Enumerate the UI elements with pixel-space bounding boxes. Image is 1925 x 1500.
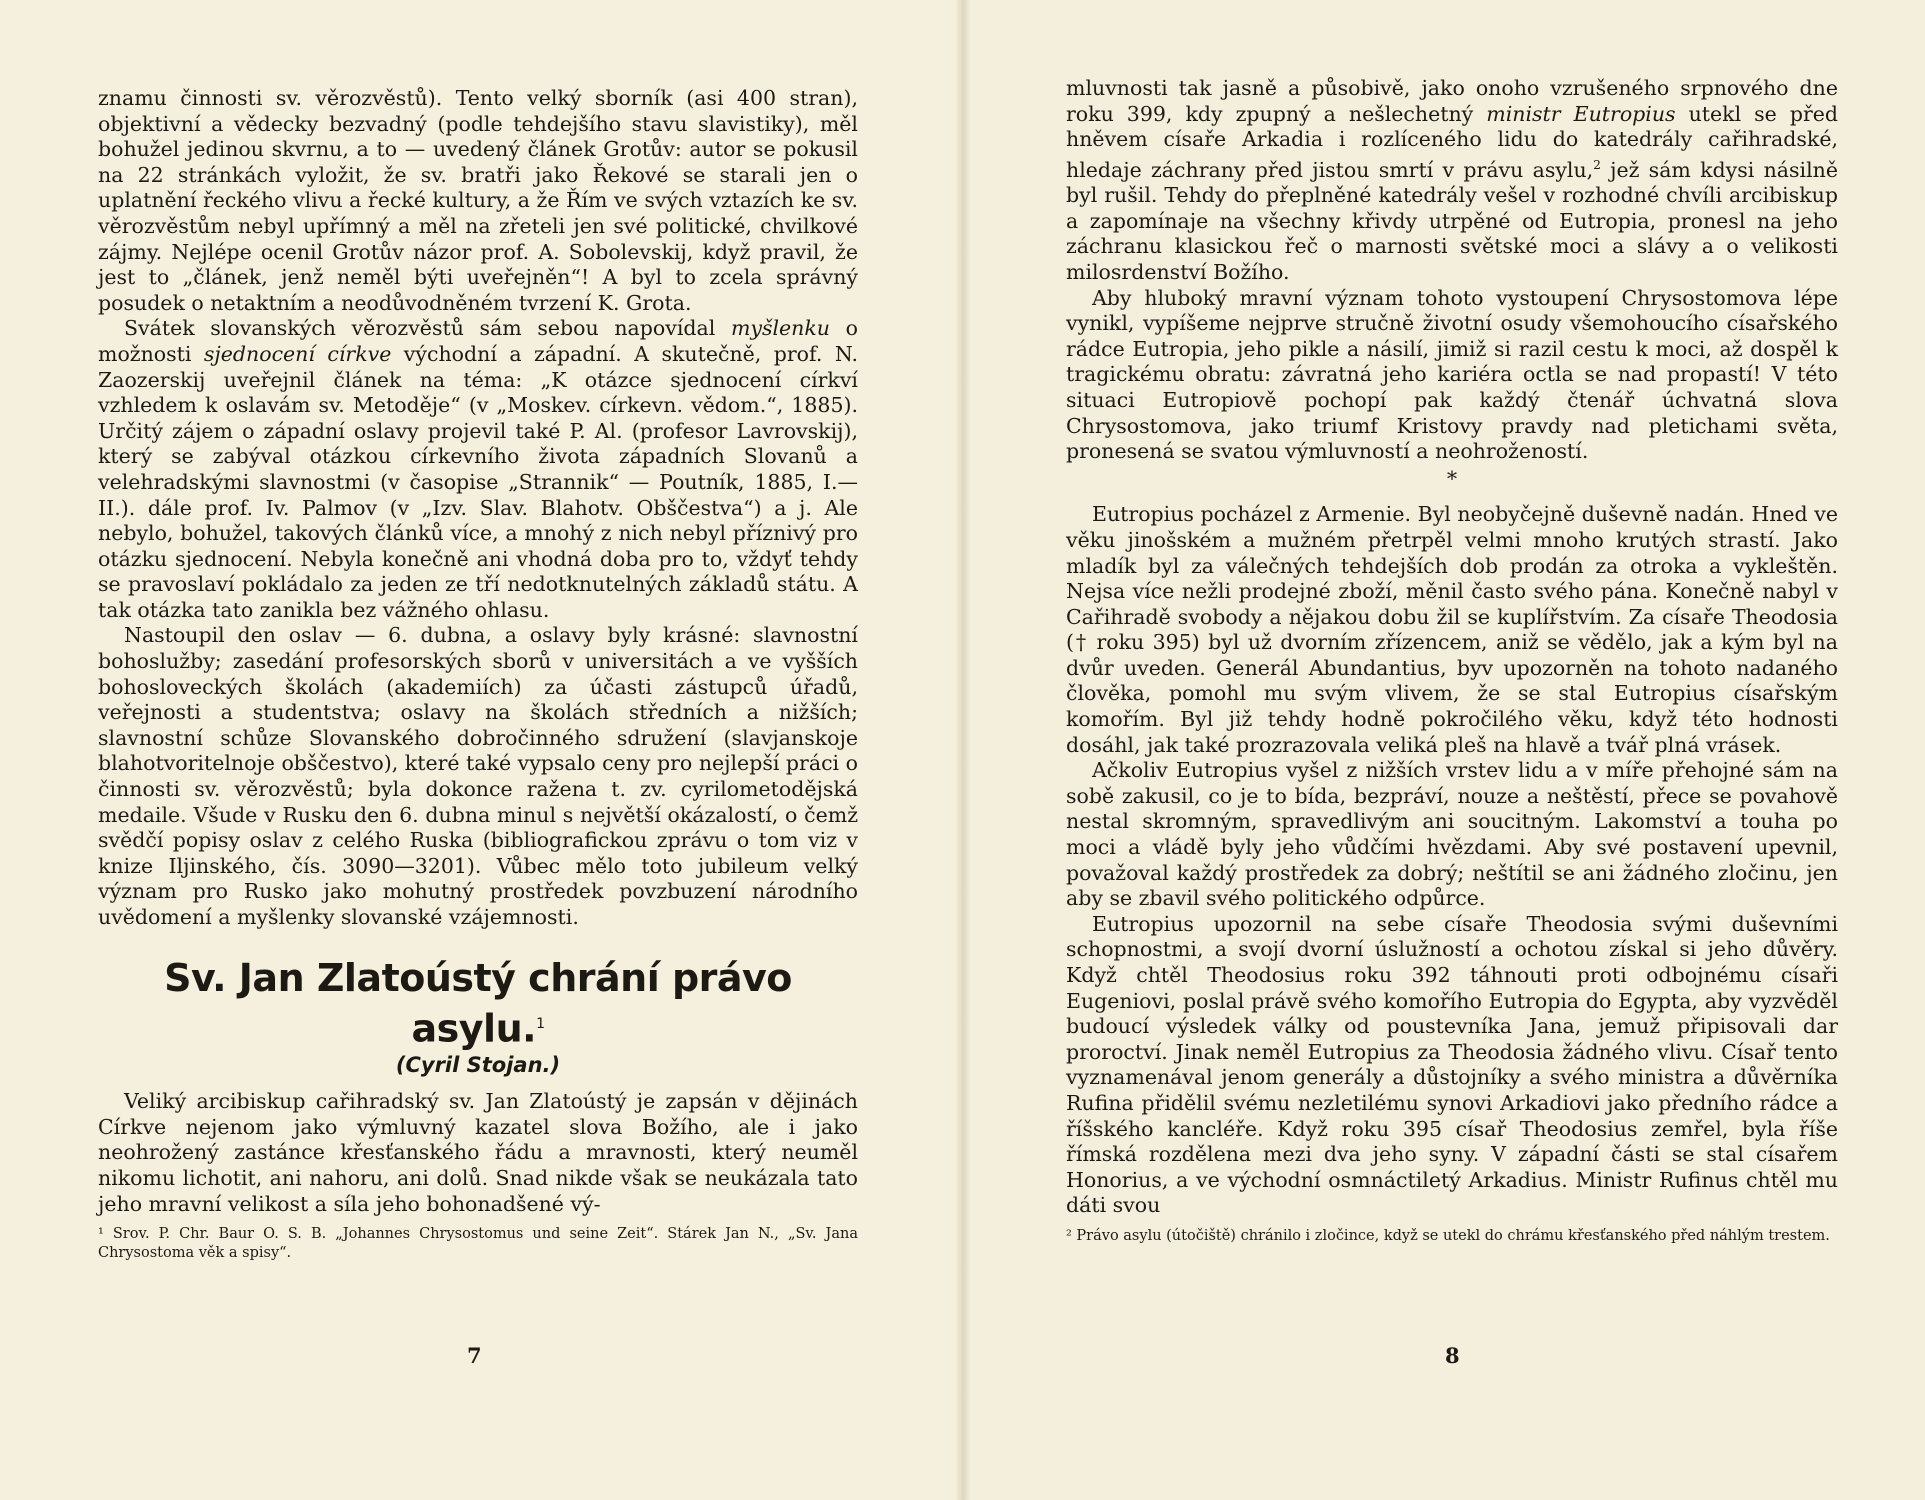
left-paragraph-4: Veliký arcibiskup cařihradský sv. Jan Zlatoústý je zapsán v dějinách Církve nejenom jako výmluvný kazatel slova Božího, ale i jako neohrožený zastánce křesťanského řádu a mravnosti, který neuměl nikomu lichotit, ani nahoru, ani dolů. Snad nikde však se neukázala tato jeho mravní velikost a síla jeho bohonadšené vý- xyxy=(98,1089,858,1216)
page-number-left: 7 xyxy=(467,1343,482,1368)
section-separator: * xyxy=(1446,466,1458,491)
article-heading xyxy=(98,955,858,1052)
italic-run: myšlenku xyxy=(730,316,830,341)
right-paragraph-2: Aby hluboký mravní význam tohoto vystoupení Chrysostomova lépe vynikl, vypíšeme nejprve stručně životní osudy všemohoucího císařského rádce Eutropia, jeho pikle a násilí, jimiž si razil cestu k moci, až dospěl k tragickému obratu: závratná jeho kariéra octla se nad propastí! V této situaci Eutropiově pochopí pak každý čtenář úchvatná slova Chrysostomova, jako triumf Kristovy pravdy nad pletichami světa, pronesená se svatou výmluvností a neohrožeností. xyxy=(1066,285,1838,464)
right-text-column xyxy=(1066,76,1838,1246)
left-paragraph-2 xyxy=(98,316,858,623)
page-number-right: 8 xyxy=(1445,1343,1460,1368)
italic-run: ministr Eutropius xyxy=(1486,101,1676,126)
book-gutter xyxy=(955,0,971,1500)
text-run: Svátek slovanských věrozvěstů sám sebou napovídal xyxy=(124,316,731,341)
italic-run: sjednocení církve xyxy=(203,341,392,366)
text-run: utekl se před hněvem císaře Arkadia i rozlíceného lidu do katedrály cařihradské, hledaje záchrany před jistou smrtí v právu asylu, xyxy=(1066,101,1838,182)
right-footnote xyxy=(1066,1227,1838,1246)
left-paragraph-1: znamu činnosti sv. věrozvěstů). Tento velký sborník (asi 400 stran), objektivní a vědecky bezvadný (podle tehdejšího stavu slavistiky), měl bohužel jedinou skvrnu, a to — uvedený článek Grotův: autor se pokusil na 22 stránkách vyložit, že sv. bratři jako Řekové se starali jen o uplatnění řeckého vlivu a řecké kultury, a že Řím ve svých vztazích ke sv. věrozvěstům nebyl upřímný a měl na zřeteli jen své politické, chvilkové zájmy. Nejlépe ocenil Grotův názor prof. A. Sobolevskij, když pravil, že jest to „článek, jenž neměl býti uveřejněn“! A byl to zcela správný posudek o netaktním a neodůvodněném tvrzení K. Grota. xyxy=(98,86,858,315)
right-paragraph-1 xyxy=(1066,76,1838,286)
text-run: jež sám kdysi násilně byl rušil. Tehdy do přeplněné katedrály vešel v rozhodné chvíli arcibiskup a zapomínaje na všechny křivdy utrpěné od Eutropia, pronesl na jeho záchranu klasickou řeč o marnosti světské moci a slávy a o velikosti milosrdenství Božího. xyxy=(1066,157,1838,284)
footnote-ref-1: 1 xyxy=(536,1015,545,1032)
right-paragraph-4: Ačkoliv Eutropius vyšel z nižších vrstev lidu a v míře přehojné sám na sobě zakusil, co je to bída, bezpráví, nouze a neštěstí, přece se povahově nestal skromným, spravedlivým ani soucitným. Lakomství a touha po moci a vládě byly jeho vůdčími hvězdami. Aby své postavení upevnil, považoval každý prostředek za dobrý; neštítil se ani žádného zločinu, jen aby se zbavil svého politického odpůrce. xyxy=(1066,758,1838,911)
left-footnote xyxy=(98,1225,858,1263)
left-text-column xyxy=(98,86,858,1263)
footnote-2: ² Právo asylu (útočiště) chránilo i zločince, když se utekl do chrámu křesťanského před náhlým trestem. xyxy=(1066,1227,1830,1244)
text-run: východní a západní. A skutečně, prof. N. Zaozerskij uveřejnil článek na téma: „K otázce sjednocení církví vzhledem k oslavám sv. Metoděje“ (v „Moskev. církevn. vědom.“, 1885). Určitý zájem o západní oslavy projevil také P. Al. (profesor Lavrovskij), který se zabýval otázkou církevního života západních Slovanů a velehradskými slavnostmi (v časopise „Strannik“ — Poutník, 1885, I.—II.). dále prof. Iv. Palmov (v „Izv. Slav. Blahotv. Obščestva“) a j. Ale nebylo, bohužel, takových článků více, a mnohý z nich nebyl příznivý pro otázku sjednocení. Nebyla konečně ani vhodná doba pro to, vždyť tehdy se pravoslaví pokládalo za jeden ze tří nedotknutelných základů státu. A tak otázka tato zanikla bez vážného ohlasu. xyxy=(98,341,858,622)
left-paragraph-3: Nastoupil den oslav — 6. dubna, a oslavy byly krásné: slavnostní bohoslužby; zasedání profesorských sborů v universitách a ve vyšších bohosloveckých školách (akademiích) za účasti zástupců úřadů, veřejnosti a studentstva; oslavy na školách středních a nižších; slavnostní schůze Slovanského dobročinného sdružení (slavjanskoje blahotvoritelnoje obščestvo), které také vypsalo ceny pro nejlepší práci o činnosti sv. věrozvěstů; byla dokonce ražena t. zv. cyrilometodějská medaile. Všude v Rusku den 6. dubna minul s největší okázalostí, o čemž svědčí popisy oslav z celého Ruska (bibliografickou zprávu o tom viz v knize Iljinského, čís. 3090—3201). Vůbec mělo toto jubileum velký význam pro Rusko jako mohutný prostředek povzbuzení národního uvědomení a myšlenky slovanské vzájemnosti. xyxy=(98,623,858,929)
heading-text: Sv. Jan Zlatoústý chrání právo asylu. xyxy=(164,955,792,1051)
article-author: (Cyril Stojan.) xyxy=(395,1053,561,1078)
text-run: mluvnosti tak jasně a působivě, jako onoho vzrušeného srpnového dne roku 399, kdy zpupný a nešlechetný xyxy=(1066,76,1838,126)
left-page xyxy=(0,0,962,1500)
right-page xyxy=(962,0,1925,1500)
right-paragraph-5: Eutropius upozornil na sebe císaře Theodosia svými duševními schopnostmi, a svojí dvorní úslužností a ochotou získal si jeho důvěry. Když chtěl Theodosius roku 392 táhnouti proti odbojnému císaři Eugeniovi, poslal právě svého komořího Eutropia do Egypta, aby vyzvěděl budoucí výsledek války od poustevníka Jana, jemuž připisovali dar proroctví. Jinak neměl Eutropius za Theodosia žádného vlivu. Císař tento vyznamenával jenom generály a důstojníky a svého ministra a důvěrníka Rufina přidělil svému nezletilému synovi Arkadiovi jako předního rádce a říšského kancléře. Když roku 395 císař Theodosius zemřel, byla říše římská rozdělena mezi dva jeho syny. V západní části se stal císařem Honorius, a ve východní osmnáctiletý Arkadius. Ministr Rufinus chtěl mu dáti svou xyxy=(1066,911,1838,1218)
footnote-ref-2: 2 xyxy=(1593,157,1601,172)
footnote-1: ¹ Srov. P. Chr. Baur O. S. B. „Johannes Chrysostomus und seine Zeit“. Stárek Jan N., „Sv. Jana Chrysostoma věk a spisy“. xyxy=(98,1226,858,1262)
text-run: o možnosti xyxy=(98,316,858,366)
right-paragraph-3: Eutropius pocházel z Armenie. Byl neobyčejně duševně nadán. Hned ve věku jinošském a mužném přetrpěl velmi mnoho krutých strastí. Jako mladík byl za válečných tehdejších dob prodán za otroka a vykleštěn. Nejsa více nežli prodejné zboží, měnil často svého pána. Konečně nabyl v Cařihradě svobody a nějakou dobu žil se kuplířstvím. Za císaře Theodosia († roku 395) byl už dvorním zřízencem, aniž se vědělo, jak a kým byl na dvůr uveden. Generál Abundantius, byv upozorněn na tohoto nadaného člověka, pomohl mu svým vlivem, že se stal Eutropius císařským komořím. Byl již tehdy hodně pokročilého věku, když této hodnosti dosáhl, jak také prozrazovala veliká pleš na hlavě a tvář plná vrásek. xyxy=(1066,502,1838,757)
